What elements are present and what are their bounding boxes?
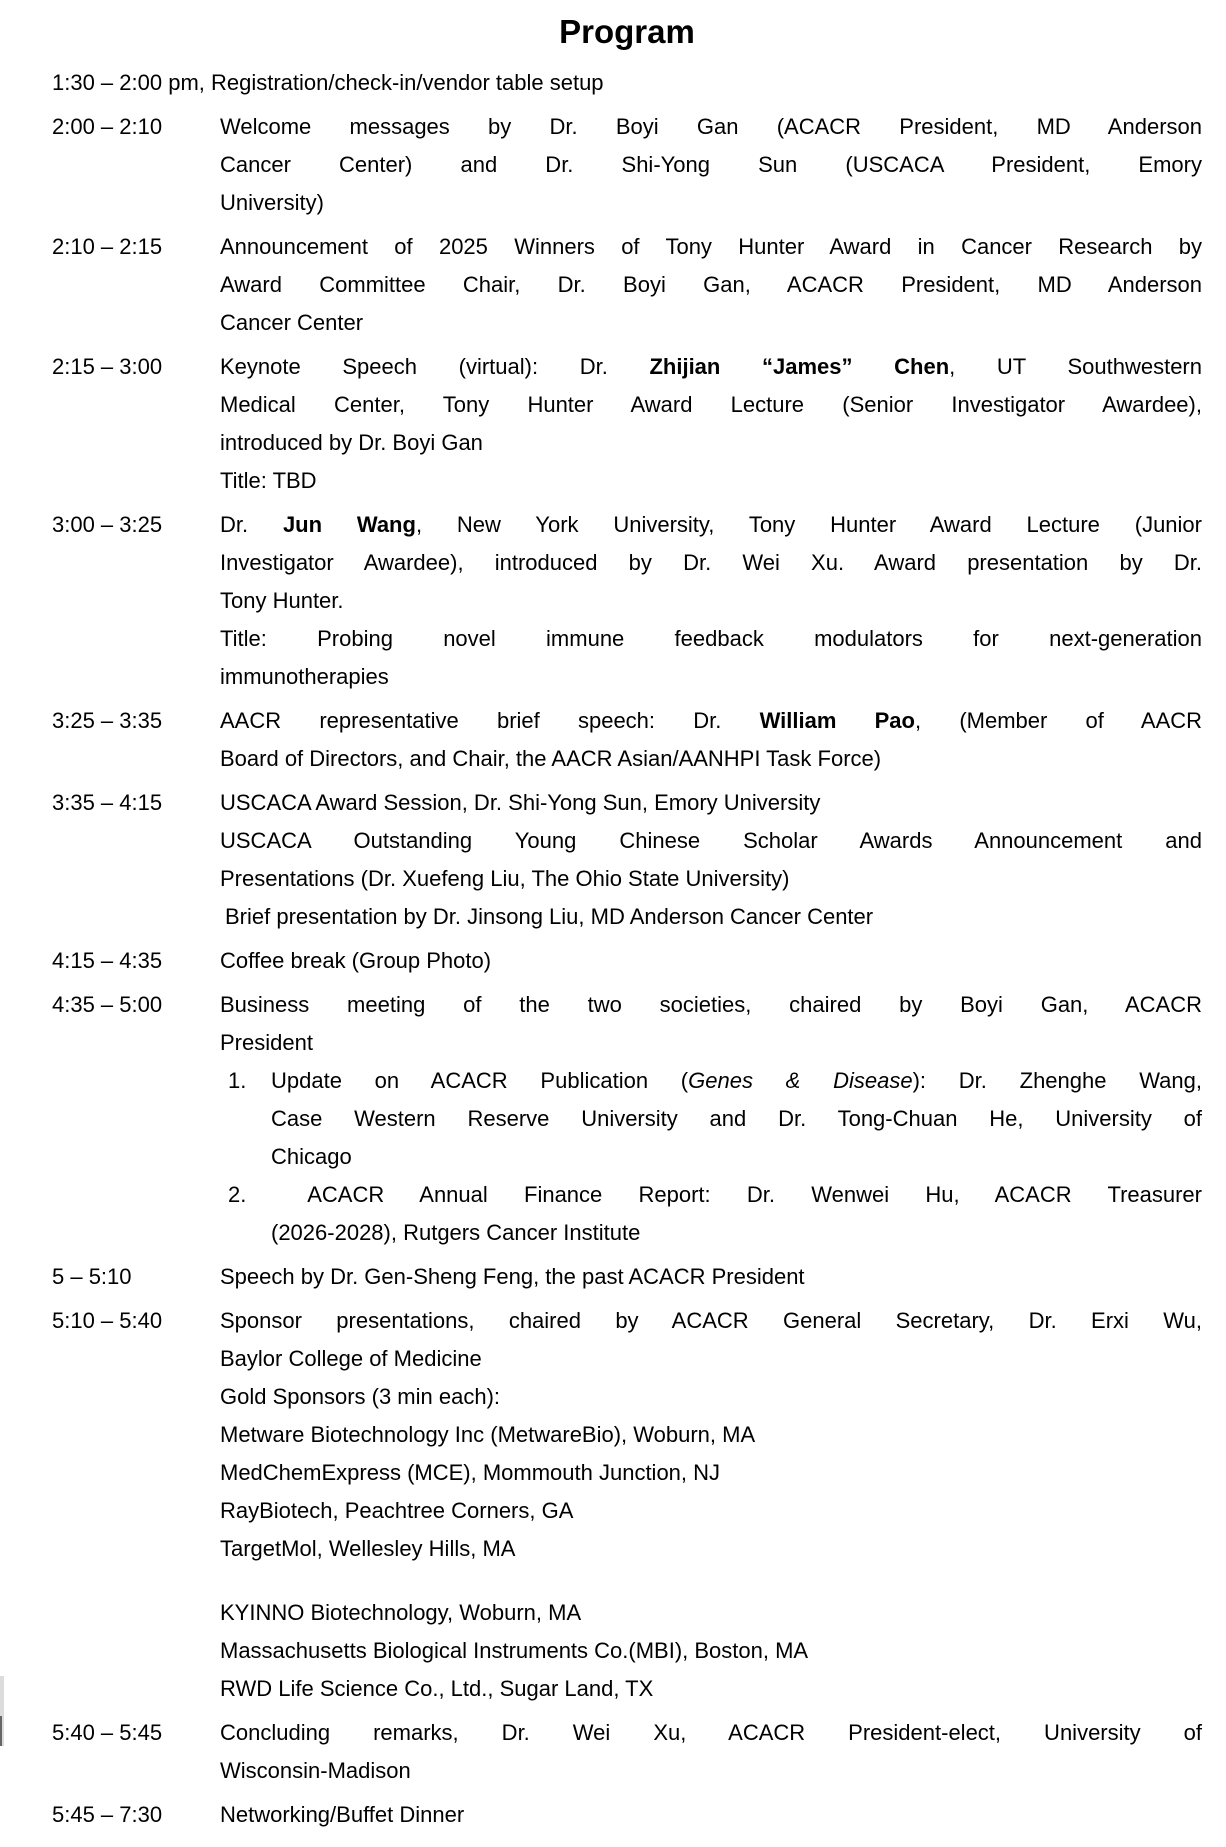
text-line xyxy=(220,942,1202,980)
text-segment: Baylor College of Medicine xyxy=(220,1346,482,1371)
text-segment: Medical Center, Tony Hunter Award Lecture (Senior Investigator Awardee), xyxy=(220,392,1202,417)
paragraph xyxy=(220,1258,1202,1296)
list-item xyxy=(220,1176,1202,1252)
text-segment: Board of Directors, and Chair, the AACR Asian/AANHPI Task Force) xyxy=(220,746,882,771)
text-line xyxy=(220,1714,1202,1752)
text-segment: Update on ACACR Publication ( xyxy=(271,1068,689,1093)
entry-content xyxy=(220,348,1202,500)
text-segment: Sponsor presentations, chaired by ACACR General Secretary, Dr. Erxi Wu, xyxy=(220,1308,1202,1333)
text-line xyxy=(220,702,1202,740)
text-line xyxy=(225,898,1202,936)
list-item xyxy=(220,1062,1202,1176)
paragraph xyxy=(220,784,1202,822)
entry-content xyxy=(220,1796,1202,1834)
text-line xyxy=(220,740,1202,778)
text-segment: USCACA Award Session, Dr. Shi-Yong Sun, Emory University xyxy=(220,790,821,815)
paragraph xyxy=(220,1530,1202,1568)
paragraph xyxy=(220,228,1202,342)
time-range: 5:40 – 5:45 xyxy=(52,1720,163,1745)
text-line xyxy=(220,822,1202,860)
text-segment: Welcome messages by Dr. Boyi Gan (ACACR President, MD Anderson xyxy=(220,114,1202,139)
page-title: Program xyxy=(559,13,695,50)
schedule-line xyxy=(52,64,1202,102)
paragraph xyxy=(220,1594,1202,1632)
text-segment: , (Member of AACR xyxy=(914,708,1203,733)
time-range: 3:25 – 3:35 xyxy=(52,708,163,733)
text-line xyxy=(271,1138,1202,1176)
list-marker: 1. xyxy=(228,1068,247,1093)
text-line xyxy=(220,304,1202,342)
text-segment: Concluding remarks, Dr. Wei Xu, ACACR President-elect, University of xyxy=(220,1720,1202,1745)
text-line xyxy=(220,620,1202,658)
text-line xyxy=(220,1416,1202,1454)
text-line xyxy=(220,424,1202,462)
paragraph xyxy=(220,898,1202,936)
text-segment: Wisconsin-Madison xyxy=(220,1758,411,1783)
text-segment: RWD Life Science Co., Ltd., Sugar Land, TX xyxy=(220,1676,654,1701)
text-line xyxy=(220,1632,1202,1670)
paragraph xyxy=(52,64,1202,102)
text-segment: Brief presentation by Dr. Jinsong Liu, MD Anderson Cancer Center xyxy=(225,904,874,929)
entry-content xyxy=(220,986,1202,1252)
text-segment: introduced by Dr. Boyi Gan xyxy=(220,430,483,455)
text-segment: President xyxy=(220,1030,313,1055)
time-range: 3:00 – 3:25 xyxy=(52,512,163,537)
paragraph xyxy=(220,108,1202,222)
text-line xyxy=(271,1062,1202,1100)
text-segment: Case Western Reserve University and Dr. Tong-Chuan He, University of xyxy=(271,1106,1202,1131)
time-range: 5:10 – 5:40 xyxy=(52,1308,163,1333)
text-segment: Title: Probing novel immune feedback modulators for next-generation xyxy=(220,626,1202,651)
text-segment: Coffee break (Group Photo) xyxy=(220,948,492,973)
text-segment: Title: TBD xyxy=(220,468,317,493)
text-segment: ): Dr. Zhenghe Wang, xyxy=(912,1068,1202,1093)
time-range: 2:00 – 2:10 xyxy=(52,114,163,139)
time-range: 2:15 – 3:00 xyxy=(52,354,163,379)
time-range: 3:35 – 4:15 xyxy=(52,790,163,815)
text-segment: USCACA Outstanding Young Chinese Scholar Awards Announcement and xyxy=(220,828,1202,853)
entry-content xyxy=(220,1258,1202,1296)
time-range: 5:45 – 7:30 xyxy=(52,1802,163,1827)
entry-content xyxy=(220,108,1202,222)
text-segment: KYINNO Biotechnology, Woburn, MA xyxy=(220,1600,582,1625)
text-line xyxy=(220,582,1202,620)
schedule-entry xyxy=(52,942,1202,980)
text-line xyxy=(220,146,1202,184)
time-range: 4:15 – 4:35 xyxy=(52,948,163,973)
scan-edge-mark xyxy=(0,1716,2,1746)
text-segment: Speech by Dr. Gen-Sheng Feng, the past ACACR President xyxy=(220,1264,805,1289)
text-line xyxy=(220,1492,1202,1530)
paragraph xyxy=(220,1378,1202,1416)
text-line xyxy=(220,1594,1202,1632)
schedule-entry xyxy=(52,986,1202,1252)
paragraph xyxy=(220,620,1202,696)
text-segment: TargetMol, Wellesley Hills, MA xyxy=(220,1536,516,1561)
text-segment: Dr. xyxy=(220,512,283,537)
entry-content xyxy=(52,64,1202,102)
entry-content xyxy=(220,1302,1202,1708)
text-line xyxy=(220,1340,1202,1378)
text-line xyxy=(220,462,1202,500)
text-line xyxy=(220,1752,1202,1790)
entry-content xyxy=(220,784,1202,936)
text-segment: ACACR Annual Finance Report: Dr. Wenwei Hu, ACACR Treasurer xyxy=(271,1182,1202,1207)
text-line xyxy=(220,986,1202,1024)
entry-content xyxy=(220,942,1202,980)
paragraph xyxy=(220,462,1202,500)
text-segment: Cancer Center xyxy=(220,310,364,335)
text-line xyxy=(271,1176,1202,1214)
schedule-entry xyxy=(52,1302,1202,1708)
time-range: 2:10 – 2:15 xyxy=(52,234,163,259)
schedule-entry xyxy=(52,1714,1202,1790)
italic-text: Genes & Disease xyxy=(688,1068,913,1093)
text-segment: Investigator Awardee), introduced by Dr. Wei Xu. Award presentation by Dr. xyxy=(220,550,1202,575)
text-segment: Business meeting of the two societies, chaired by Boyi Gan, ACACR xyxy=(220,992,1202,1017)
entry-content xyxy=(220,228,1202,342)
paragraph xyxy=(220,702,1202,778)
text-segment: Networking/Buffet Dinner xyxy=(220,1802,465,1827)
text-segment: Massachusetts Biological Instruments Co.(MBI), Boston, MA xyxy=(220,1638,809,1663)
schedule xyxy=(52,64,1202,1834)
text-line xyxy=(220,1024,1202,1062)
paragraph xyxy=(220,1632,1202,1670)
text-line xyxy=(220,228,1202,266)
entry-content xyxy=(220,1714,1202,1790)
schedule-entry xyxy=(52,1258,1202,1296)
paragraph xyxy=(220,986,1202,1062)
text-line xyxy=(220,658,1202,696)
text-segment: immunotherapies xyxy=(220,664,389,689)
text-line xyxy=(220,108,1202,146)
list-item-content xyxy=(271,1062,1202,1176)
schedule-entry xyxy=(52,1796,1202,1834)
text-segment: RayBiotech, Peachtree Corners, GA xyxy=(220,1498,574,1523)
text-line xyxy=(220,184,1202,222)
text-line xyxy=(220,1796,1202,1834)
bold-text: Jun Wang xyxy=(282,512,416,537)
text-segment: Presentations (Dr. Xuefeng Liu, The Ohio State University) xyxy=(220,866,790,891)
paragraph xyxy=(220,348,1202,462)
text-segment: Chicago xyxy=(271,1144,352,1169)
text-line xyxy=(220,1258,1202,1296)
text-line xyxy=(220,1530,1202,1568)
time-range: 4:35 – 5:00 xyxy=(52,992,163,1017)
text-line xyxy=(271,1214,1202,1252)
paragraph xyxy=(220,942,1202,980)
schedule-entry xyxy=(52,348,1202,500)
text-line xyxy=(220,1378,1202,1416)
text-segment: University) xyxy=(220,190,324,215)
list-marker: 2. xyxy=(228,1182,247,1207)
schedule-entry xyxy=(52,228,1202,342)
text-segment: , UT Southwestern xyxy=(949,354,1202,379)
schedule-entry xyxy=(52,702,1202,778)
schedule-entry xyxy=(52,506,1202,696)
text-line xyxy=(220,266,1202,304)
paragraph xyxy=(220,1454,1202,1492)
paragraph xyxy=(220,1492,1202,1530)
text-line xyxy=(220,1454,1202,1492)
text-line xyxy=(220,544,1202,582)
schedule-entry xyxy=(52,108,1202,222)
entry-content xyxy=(220,506,1202,696)
text-segment: AACR representative brief speech: Dr. xyxy=(220,708,760,733)
text-segment: MedChemExpress (MCE), Mommouth Junction, NJ xyxy=(220,1460,721,1485)
text-segment: Tony Hunter. xyxy=(220,588,344,613)
text-segment: Cancer Center) and Dr. Shi-Yong Sun (USCACA President, Emory xyxy=(220,152,1202,177)
numbered-list xyxy=(220,1062,1202,1252)
text-segment: Gold Sponsors (3 min each): xyxy=(220,1384,501,1409)
paragraph xyxy=(220,1416,1202,1454)
text-line xyxy=(220,1302,1202,1340)
text-segment: Announcement of 2025 Winners of Tony Hunter Award in Cancer Research by xyxy=(220,234,1202,259)
text-line xyxy=(220,1670,1202,1708)
paragraph xyxy=(220,506,1202,620)
paragraph xyxy=(220,1302,1202,1378)
bold-text: Zhijian “James” Chen xyxy=(649,354,950,379)
entry-content xyxy=(220,702,1202,778)
bold-text: William Pao xyxy=(759,708,915,733)
text-segment: 1:30 – 2:00 pm, Registration/check-in/vendor table setup xyxy=(52,70,604,95)
text-line xyxy=(220,784,1202,822)
text-line xyxy=(220,506,1202,544)
text-line xyxy=(52,64,1202,102)
text-line xyxy=(220,348,1202,386)
schedule-entry xyxy=(52,784,1202,936)
text-segment: Award Committee Chair, Dr. Boyi Gan, ACACR President, MD Anderson xyxy=(220,272,1202,297)
text-segment: Keynote Speech (virtual): Dr. xyxy=(220,354,650,379)
paragraph xyxy=(220,1796,1202,1834)
text-segment: , New York University, Tony Hunter Award Lecture (Junior xyxy=(415,512,1202,537)
paragraph xyxy=(220,1714,1202,1790)
text-segment: Metware Biotechnology Inc (MetwareBio), Woburn, MA xyxy=(220,1422,756,1447)
paragraph xyxy=(220,822,1202,898)
text-segment: (2026-2028), Rutgers Cancer Institute xyxy=(271,1220,641,1245)
paragraph xyxy=(220,1670,1202,1708)
text-line xyxy=(220,860,1202,898)
time-range: 5 – 5:10 xyxy=(52,1264,132,1289)
list-item-content xyxy=(271,1176,1202,1252)
text-line xyxy=(271,1100,1202,1138)
text-line xyxy=(220,386,1202,424)
